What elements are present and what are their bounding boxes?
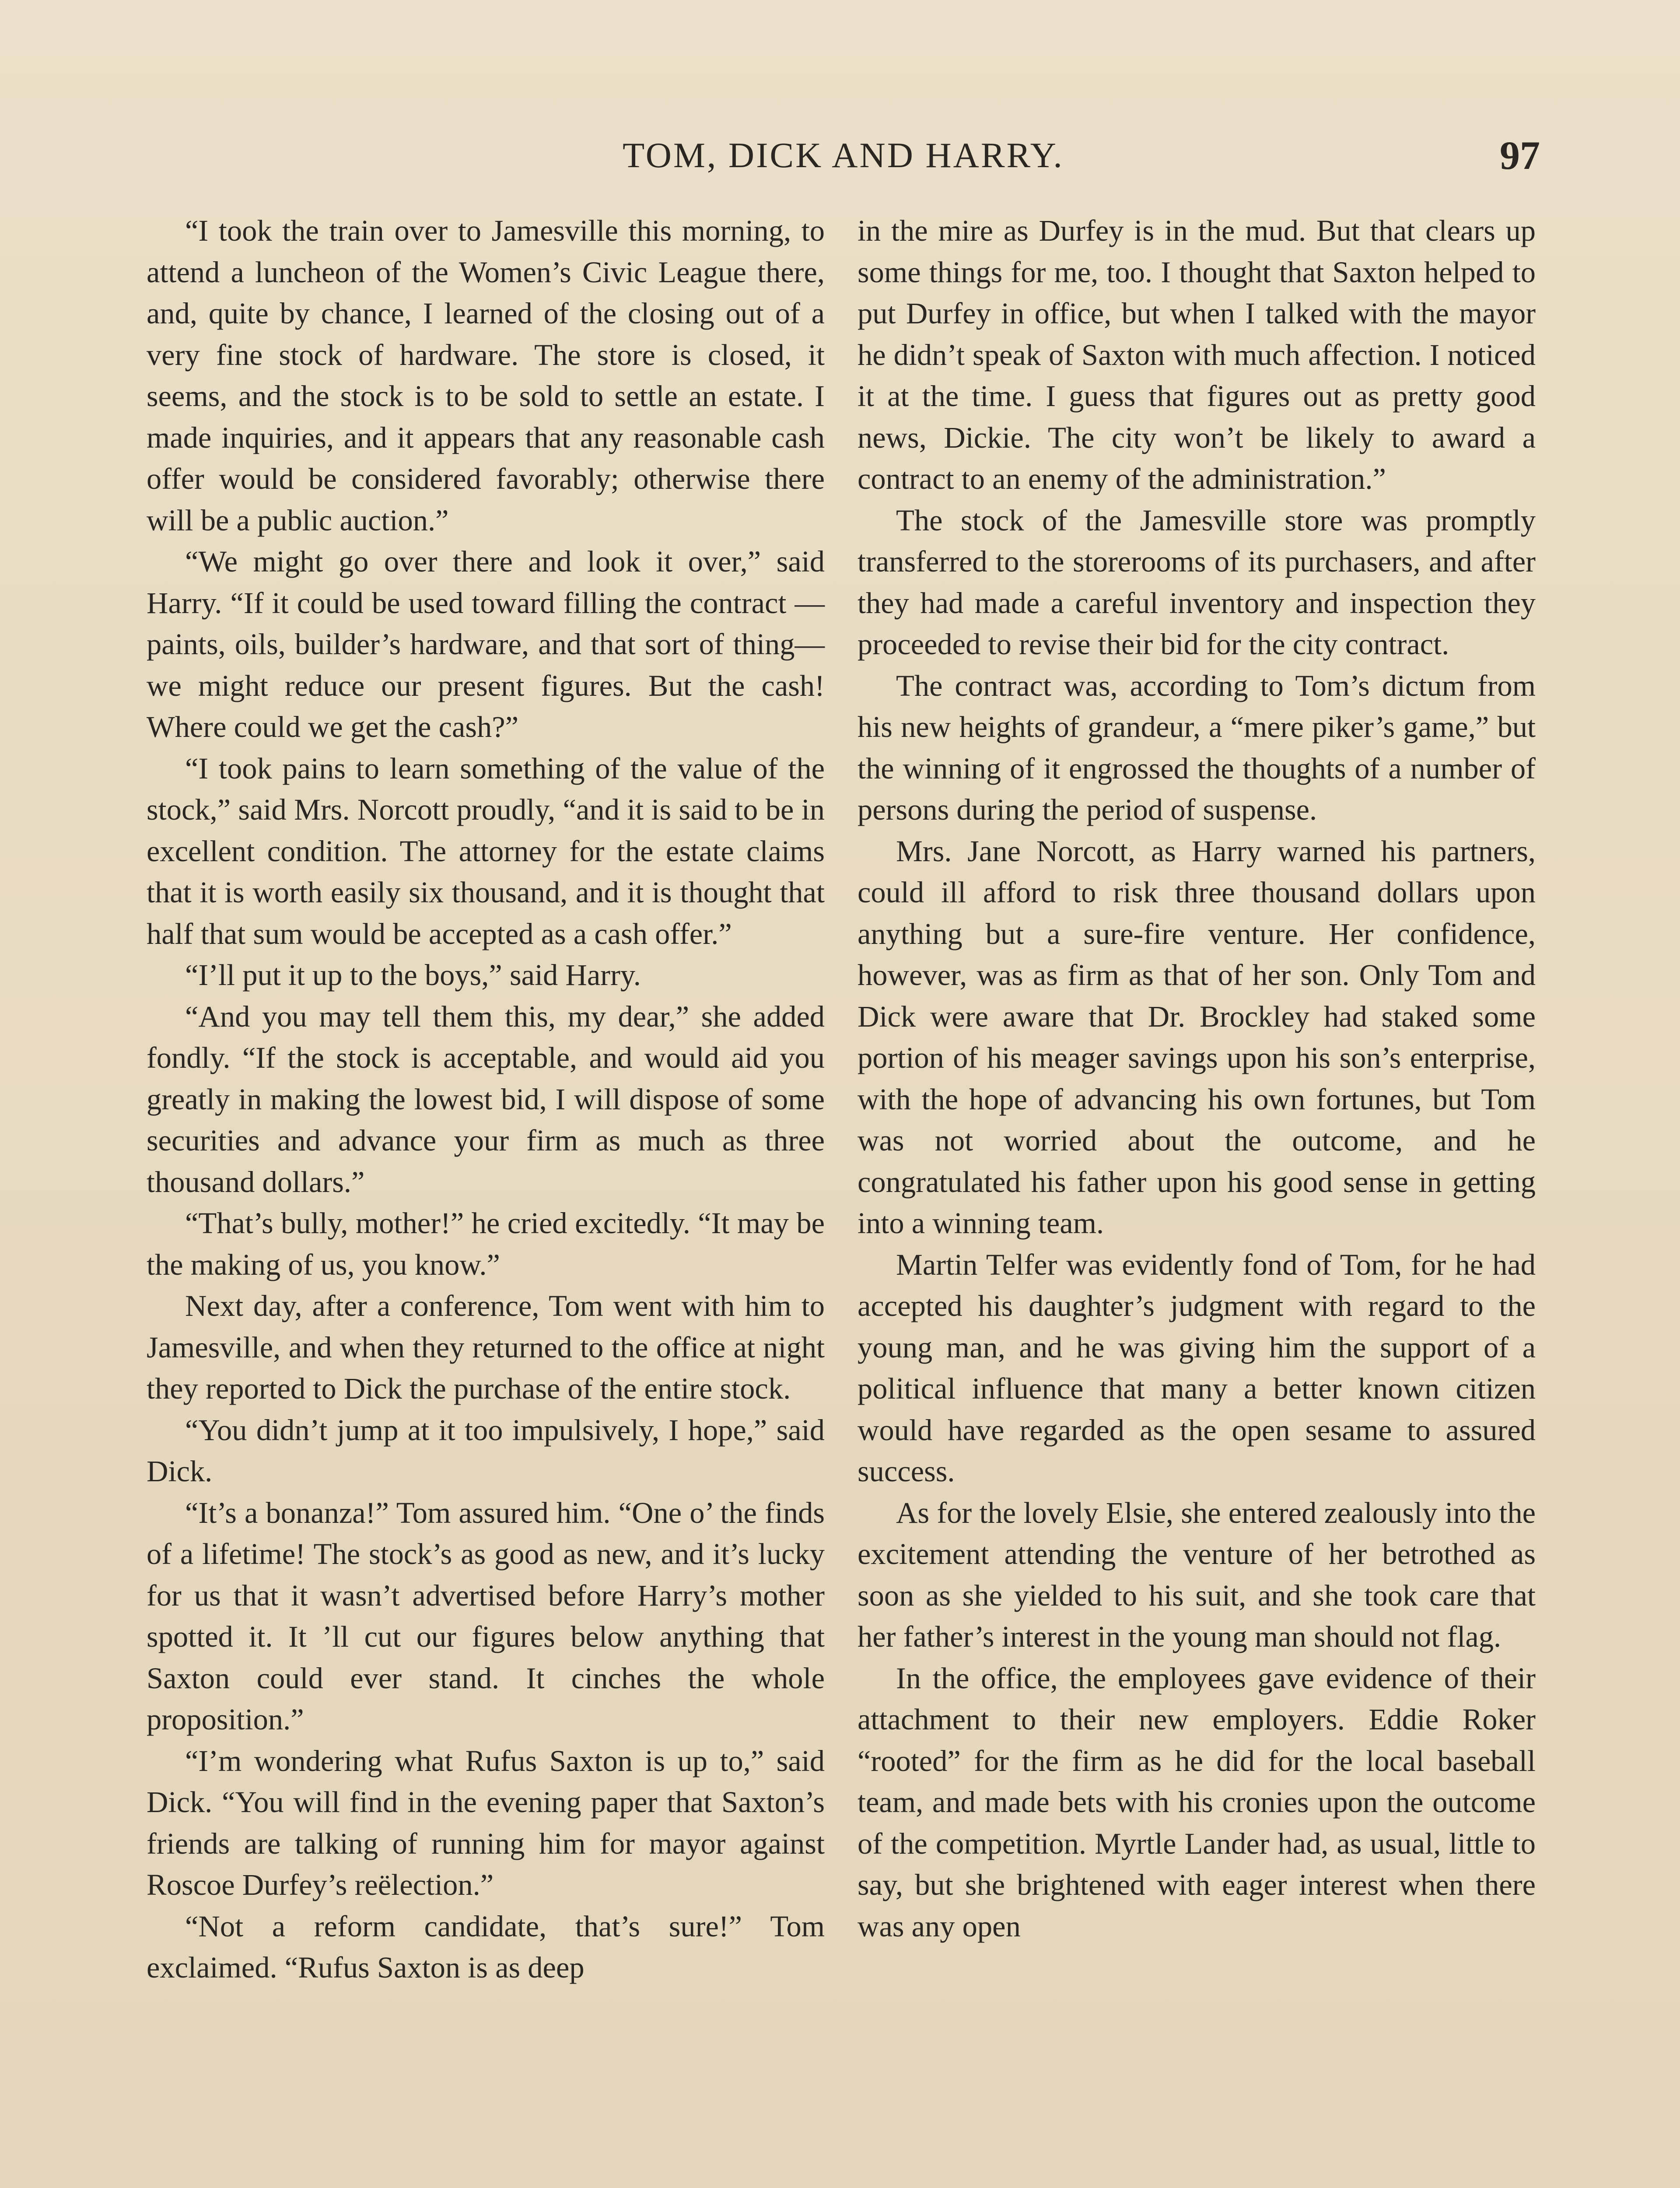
paragraph: In the office, the employees gave evidence of their attachment to their new employers. Eddie Roker “rooted” for the firm as he did for the local baseball team, and made bets with his cronies upon the outcome of the competition. Myrtle Lander had, as usual, little to say, but she brightened with eager interest when there was any open	[858, 1661, 1536, 1943]
paragraph: “I took the train over to Jamesville this morning, to attend a luncheon of the Women’s Civic League there, and, quite by chance, I learned of the closing out of a very fine stock of hardware. The store is closed, it seems, and the stock is to be sold to settle an estate. I made inquiries, and it appears that any reasonable cash offer would be considered favorably; otherwise there will be a public auction.”	[147, 214, 825, 537]
running-title: TOM, DICK AND HARRY.	[623, 135, 1064, 175]
paragraph: “I’ll put it up to the boys,” said Harry.	[185, 958, 641, 992]
paragraph: Next day, after a conference, Tom went with him to Jamesville, and when they returned to the office at night they reported to Dick the purchase of the entire stock.	[147, 1289, 825, 1405]
paragraph: Mrs. Jane Norcott, as Harry warned his partners, could ill afford to risk three thousand dollars upon anything but a sure-fire venture. Her confidence, however, was as firm as that of her son. Only Tom and Dick were aware that Dr. Brockley had staked some portion of his meager savings upon his son’s enterprise, with the hope of advancing his own fortunes, but Tom was not worried about the outcome, and he congratulated his father upon his good sense in getting into a winning team.	[858, 834, 1536, 1240]
paragraph: “That’s bully, mother!” he cried excitedly. “It may be the making of us, you know.”	[147, 1206, 825, 1281]
paragraph: “I took pains to learn something of the value of the stock,” said Mrs. Norcott proudly, “and it is said to be in excellent condition. The attorney for the estate claims that it is worth easily six thousand, and it is thought that half that sum would be accepted as a cash offer.”	[147, 751, 825, 950]
paragraph: “You didn’t jump at it too impulsively, I hope,” said Dick.	[147, 1413, 825, 1488]
page-number: 97	[1500, 133, 1540, 178]
right-column	[858, 210, 1536, 1947]
paragraph: “And you may tell them this, my dear,” she added fondly. “If the stock is acceptable, and would aid you greatly in making the lowest bid, I will dispose of some securities and advance your firm as much as three thousand dollars.”	[147, 999, 825, 1199]
paragraph: “I’m wondering what Rufus Saxton is up to,” said Dick. “You will find in the evening paper that Saxton’s friends are talking of running him for mayor against Roscoe Durfey’s reëlection.”	[147, 1744, 825, 1901]
paragraph-continued: in the mire as Durfey is in the mud. But that clears up some things for me, too. I thought that Saxton helped to put Durfey in office, but when I talked with the mayor he didn’t speak of Saxton with much affection. I noticed it at the time. I guess that figures out as pretty good news, Dickie. The city won’t be likely to award a contract to an enemy of the administration.”	[858, 214, 1536, 495]
page-header	[147, 131, 1540, 184]
paragraph: “We might go over there and look it over,” said Harry. “If it could be used toward filling the contract — paints, oils, builder’s hardware, and that sort of thing— we might reduce our present figures. But the cash! Where could we get the cash?”	[147, 545, 825, 743]
left-column	[147, 210, 825, 1988]
paragraph: “It’s a bonanza!” Tom assured him. “One o’ the finds of a lifetime! The stock’s as good as new, and it’s lucky for us that it wasn’t advertised before Harry’s mother spotted it. It ’ll cut our figures below anything that Saxton could ever stand. It cinches the whole proposition.”	[147, 1496, 825, 1736]
paragraph: As for the lovely Elsie, she entered zealously into the excitement attending the venture of her betrothed as soon as she yielded to his suit, and she took care that her father’s interest in the young man should not flag.	[858, 1496, 1536, 1653]
paragraph: The contract was, according to Tom’s dictum from his new heights of grandeur, a “mere piker’s game,” but the winning of it engrossed the thoughts of a number of persons during the period of suspense.	[858, 669, 1536, 826]
paragraph: Martin Telfer was evidently fond of Tom, for he had accepted his daughter’s judgment with regard to the young man, and he was giving him the support of a political influence that many a better known citizen would have regarded as the open sesame to assured success.	[858, 1248, 1536, 1488]
paragraph: The stock of the Jamesville store was promptly transferred to the storerooms of its purchasers, and after they had made a careful inventory and inspection they proceeded to revise their bid for the city contract.	[858, 503, 1536, 661]
paragraph: “Not a reform candidate, that’s sure!” Tom exclaimed. “Rufus Saxton is as deep	[147, 1909, 825, 1984]
